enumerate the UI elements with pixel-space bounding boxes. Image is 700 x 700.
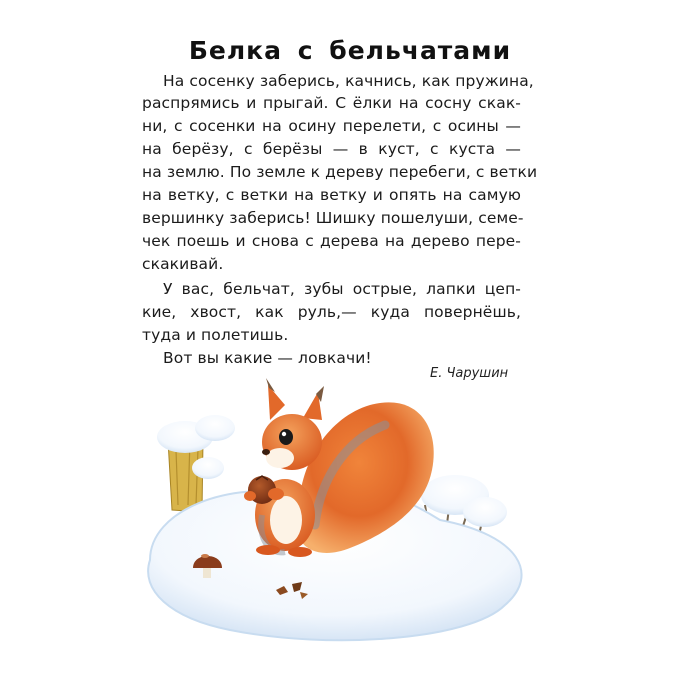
story-line-4: на берёзу, с берёзы — в куст, с куста — <box>142 140 521 158</box>
squirrel-foot-right <box>288 547 312 557</box>
story-line-5: на землю. По земле к дереву перебеги, с ветки <box>142 163 538 181</box>
squirrel-head <box>262 378 324 470</box>
story-line-1: На сосенку заберись, качнись, как пружина, <box>163 72 534 90</box>
story-line-12: туда и полетишь. <box>142 326 289 344</box>
story-line-6: на ветку, с ветки на ветку и опять на самую <box>142 186 521 204</box>
story-line-11: кие, хвост, как руль,— куда повернёшь, <box>142 303 521 321</box>
squirrel-foot-left <box>256 545 280 555</box>
story-line-9: скакивай. <box>142 255 224 273</box>
story-line-13: Вот вы какие — ловкачи! <box>163 349 372 367</box>
story-line-10: У вас, бельчат, зубы острые, лапки цеп- <box>163 280 521 298</box>
author-signature: Е. Чарушин <box>430 366 509 381</box>
story-line-8: чек поешь и снова с дерева на дерево пере- <box>142 232 521 250</box>
story-line-2: распрямись и прыгай. С ёлки на сосну скак- <box>142 94 521 112</box>
story-line-7: вершинку заберись! Шишку пошелуши, семе- <box>142 209 524 227</box>
story-line-3: ни, с сосенки на осину перелети, с осины — <box>142 117 521 135</box>
snowy-bush-left <box>157 415 235 479</box>
story-title: Белка с бельчатами <box>188 36 512 65</box>
